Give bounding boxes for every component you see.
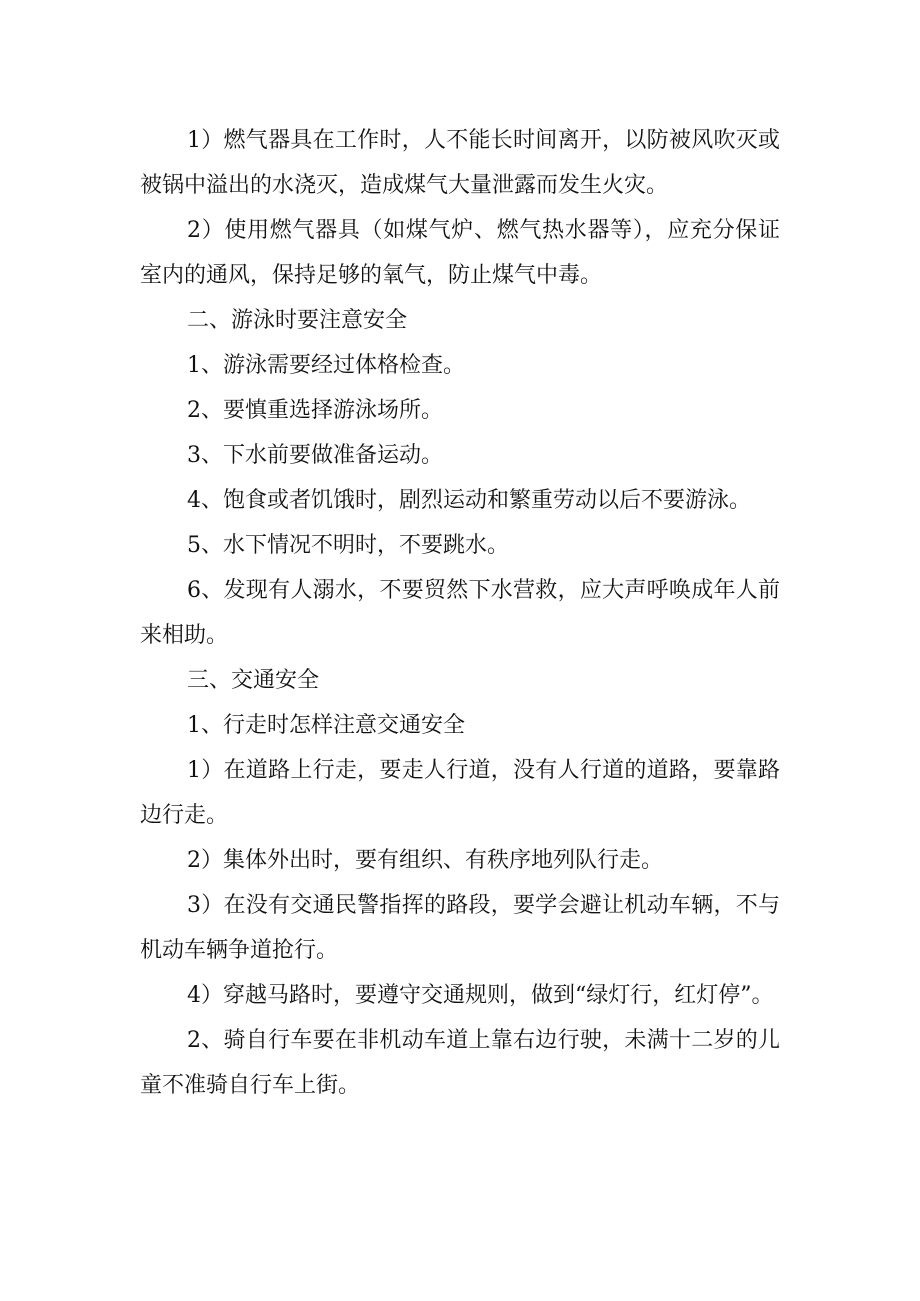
- paragraph-gas-appliance-unattended: 1）燃气器具在工作时，人不能长时间离开，以防被风吹灭或被锅中溢出的水浇灭，造成煤气大量泄露而发生火灾。: [140, 128, 780, 198]
- subheading-walking-safety: 1、行走时怎样注意交通安全: [187, 713, 465, 738]
- paragraph-walk-sidewalk: 1）在道路上行走，要走人行道，没有人行道的道路，要靠路边行走。: [140, 758, 780, 828]
- paragraph-walk-group: 2）集体外出时，要有组织、有秩序地列队行走。: [187, 848, 663, 873]
- paragraph-swim-drowning-help: 6、发现有人溺水，不要贸然下水营救，应大声呼唤成年人前来相助。: [140, 578, 780, 648]
- paragraph-swim-health-check: 1、游泳需要经过体格检查。: [187, 353, 465, 378]
- document-body: [140, 118, 780, 1108]
- section-heading-traffic: 三、交通安全: [187, 668, 320, 693]
- paragraph-swim-full-hungry: 4、饱食或者饥饿时，剧烈运动和繁重劳动以后不要游泳。: [187, 488, 751, 513]
- paragraph-swim-location: 2、要慎重选择游泳场所。: [187, 398, 443, 423]
- paragraph-swim-warmup: 3、下水前要做准备运动。: [187, 443, 443, 468]
- paragraph-walk-crossing: 4）穿越马路时，要遵守交通规则，做到“绿灯行，红灯停”。: [187, 983, 774, 1008]
- paragraph-gas-ventilation: 2）使用燃气器具（如煤气炉、燃气热水器等），应充分保证室内的通风，保持足够的氧气，防止煤气中毒。: [140, 218, 780, 288]
- paragraph-walk-yield: 3）在没有交通民警指挥的路段，要学会避让机动车辆，不与机动车辆争道抢行。: [140, 893, 780, 963]
- section-heading-swimming: 二、游泳时要注意安全: [187, 308, 408, 333]
- paragraph-swim-no-diving: 5、水下情况不明时，不要跳水。: [187, 533, 509, 558]
- paragraph-bicycle-rules: 2、骑自行车要在非机动车道上靠右边行驶，未满十二岁的儿童不准骑自行车上街。: [140, 1028, 780, 1098]
